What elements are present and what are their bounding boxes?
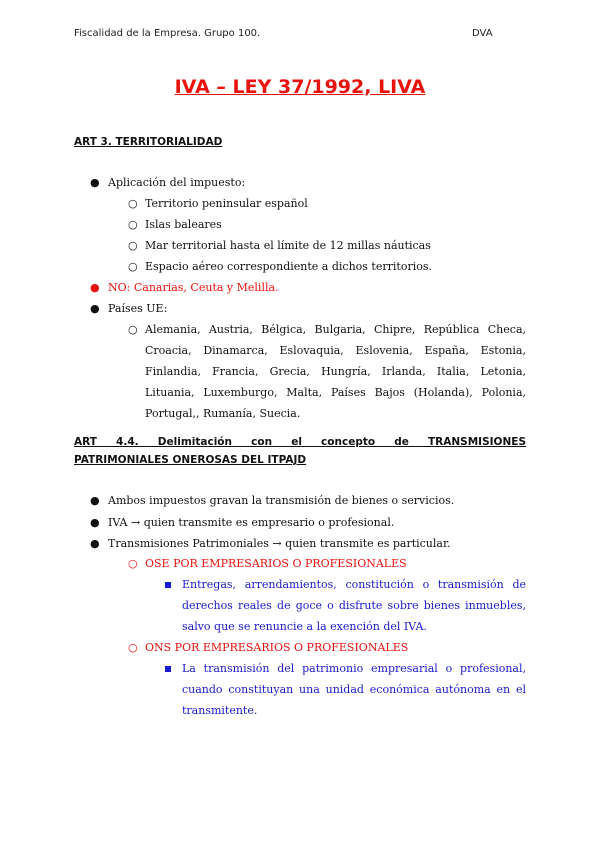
list-item: Transmisiones Patrimoniales → quien transmite es particular.	[108, 537, 451, 550]
list-item: Mar territorial hasta el límite de 12 millas náuticas	[145, 239, 431, 252]
ose-description: Entregas, arrendamientos, constitución o transmisión de derechos reales de goce o disfrute sobre bienes inmuebles, salvo que se renuncie a la exención del IVA.	[182, 578, 526, 633]
list-item: Espacio aéreo correspondiente a dichos territorios.	[145, 260, 432, 273]
circle-bullet-icon: ○	[128, 218, 138, 231]
circle-bullet-icon: ○	[128, 197, 138, 210]
square-bullet-icon	[165, 574, 171, 595]
circle-bullet-icon: ○	[128, 239, 138, 252]
section-heading-territorialidad: ART 3. TERRITORIALIDAD	[74, 136, 223, 148]
bullet-dot-icon: ●	[90, 176, 100, 189]
list-item: IVA → quien transmite es empresario o profesional.	[108, 516, 395, 529]
ons-description: La transmisión del patrimonio empresarial o profesional, cuando constituyan una unidad económica autónoma en el transmitente.	[182, 662, 526, 717]
document-title: IVA – LEY 37/1992, LIVA	[174, 76, 426, 98]
bullet-dot-icon: ●	[90, 302, 100, 315]
list-item: Territorio peninsular español	[145, 197, 308, 210]
bullet-dot-icon: ●	[90, 537, 100, 550]
eu-countries-paragraph: Alemania, Austria, Bélgica, Bulgaria, Chipre, República Checa, Croacia, Dinamarca, Eslovaquia, Eslovenia, España, Estonia, Finlandia, Francia, Grecia, Hungría, Irlanda, Italia, Letonia, Lituania, Luxemburgo, Malta, Países Bajos (Holanda), Polonia, Portugal,, Rumanía, Suecia.	[145, 323, 526, 420]
bullet-dot-icon: ●	[90, 494, 100, 507]
list-item-exclusion: NO: Canarias, Ceuta y Melilla.	[108, 281, 279, 294]
list-item: Ambos impuestos gravan la transmisión de bienes o servicios.	[108, 494, 455, 507]
list-item: Aplicación del impuesto:	[108, 176, 246, 189]
page-header-left: Fiscalidad de la Empresa. Grupo 100.	[74, 28, 261, 39]
circle-bullet-icon: ○	[128, 641, 138, 654]
section-heading-line2: PATRIMONIALES ONEROSAS DEL ITPAJD	[74, 454, 307, 466]
ons-label: ONS POR EMPRESARIOS O PROFESIONALES	[145, 641, 409, 654]
circle-bullet-icon: ○	[128, 557, 138, 570]
circle-bullet-icon: ○	[128, 260, 138, 273]
section-heading-line1: ART 4.4. Delimitación con el concepto de TRANSMISIONES	[74, 436, 526, 448]
list-item: Países UE:	[108, 302, 168, 315]
bullet-dot-icon: ●	[90, 516, 100, 529]
list-item: Islas baleares	[145, 218, 222, 231]
section-heading-delimitacion	[74, 433, 526, 469]
bullet-dot-icon: ●	[90, 281, 100, 294]
page-header-right: DVA	[472, 28, 493, 39]
ose-label: OSE POR EMPRESARIOS O PROFESIONALES	[145, 557, 407, 570]
square-bullet-icon	[165, 658, 171, 679]
circle-bullet-icon: ○	[128, 323, 138, 336]
